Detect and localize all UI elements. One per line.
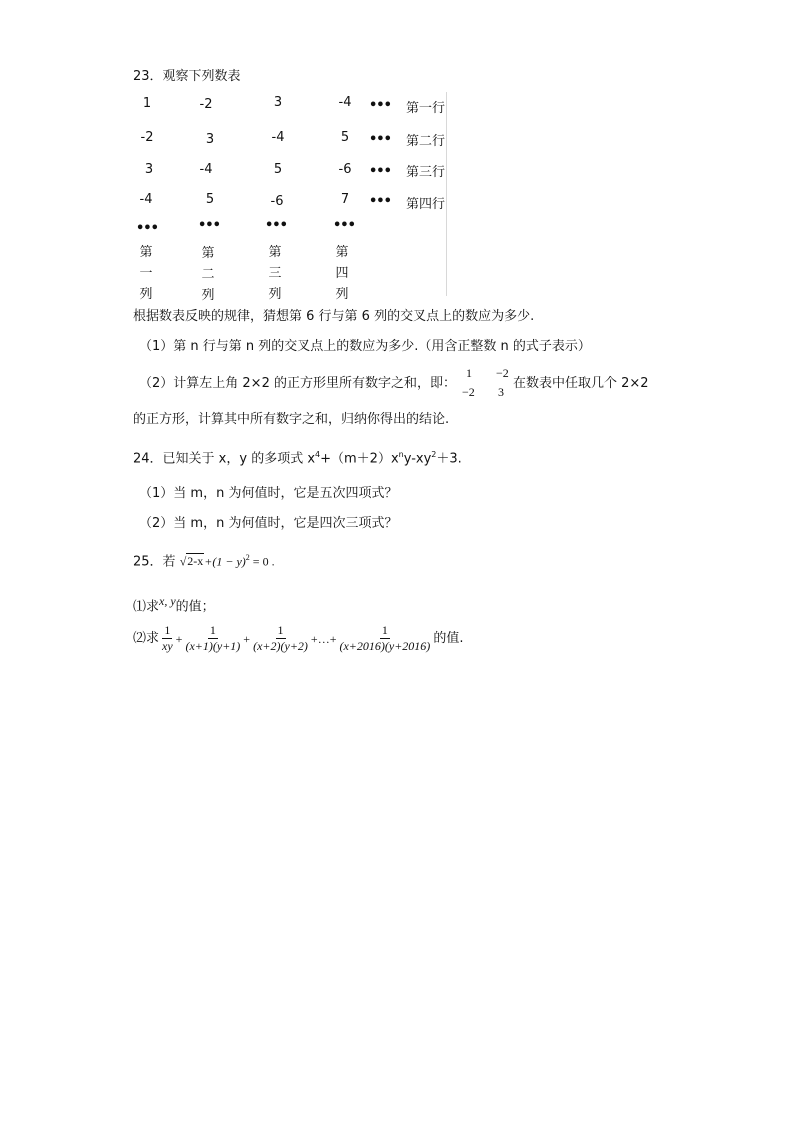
q23-part2-line2: 的正方形，计算其中所有数字之和，归纳你得出的结论.: [133, 412, 450, 427]
ellipsis-dots: •••: [136, 221, 158, 236]
row-label: 第一行: [406, 101, 446, 116]
column-label: 第 二 列: [201, 246, 215, 303]
table-cell: -6: [270, 194, 284, 209]
q23-part2: （2）计算左上角 2×2 的正方形里所有数字之和，即：: [139, 376, 456, 391]
ellipsis-dots: •••: [265, 218, 287, 233]
ellipsis-dots: •••: [198, 218, 220, 233]
column-label: 第 四 列: [335, 245, 349, 302]
column-label: 第 三 列: [268, 245, 282, 302]
table-cell: -4: [338, 95, 352, 110]
q23-part1: （1）第 n 行与第 n 列的交叉点上的数应为多少.（用含正整数 n 的式子表示）: [139, 339, 591, 354]
q23-part2-continued: 在数表中任取几个 2×2: [513, 376, 649, 391]
q23-title: 23．观察下列数表: [133, 69, 241, 84]
fraction: $\frac{1}{(x+2016)(y+2016)}$: [339, 623, 431, 653]
q24-title: 24．已知关于 x，y 的多项式 $x^4+(m+2)x^ny-xy^2+3$.: [133, 450, 462, 467]
table-cell: 5: [340, 130, 350, 145]
q25-title: 25．若 $√2-x+(1 - y)^2 = 0$ .: [133, 553, 275, 570]
table-cell: -4: [139, 192, 153, 207]
table-cell: 5: [205, 192, 215, 207]
ellipsis-dots: •••: [369, 164, 391, 179]
column-label: 第 一 列: [139, 245, 153, 302]
fraction: $\frac{1}{(x+2)(y+2)}$: [253, 623, 308, 653]
table-cell: 7: [340, 192, 350, 207]
table-cell: -6: [338, 162, 352, 177]
sqrt-expression: √2-x: [179, 554, 204, 569]
ellipsis-dots: •••: [369, 194, 391, 209]
table-cell: 5: [273, 162, 283, 177]
row-label: 第四行: [406, 197, 446, 212]
fraction: $\frac{1}{xy}$: [162, 623, 173, 653]
q24-part1: （1）当 m，n 为何值时，它是五次四项式？: [139, 486, 398, 501]
row-label: 第二行: [406, 134, 446, 149]
q25-part1: ⑴求x, y的值；: [133, 594, 215, 615]
table-cell: 1: [142, 96, 152, 111]
fraction: $\frac{1}{(x+1)(y+1)}$: [185, 623, 241, 653]
table-cell: 3: [205, 132, 215, 147]
ellipsis-dots: •••: [333, 218, 355, 233]
ellipsis-dots: •••: [369, 98, 391, 113]
table-cell: 3: [144, 162, 154, 177]
table-cell: -2: [140, 130, 154, 145]
table-border-line: [446, 92, 447, 296]
table-cell: -4: [199, 162, 213, 177]
q23-question-text: 根据数表反映的规律，猜想第 6 行与第 6 列的交叉点上的数应为多少.: [133, 309, 535, 324]
table-cell: -2: [199, 97, 213, 112]
table-cell: -4: [271, 130, 285, 145]
q25-part2: ⑵求 $\frac{1}{xy}$ + $\frac{1}{(x+1)(y+1)}$ + $\frac{1}{(x+2)(y+2)}$ +…+ $\frac{1}{(x+2016)(y+2016)}$ 的值.: [133, 623, 464, 653]
row-label: 第三行: [406, 165, 446, 180]
q24-part2: （2）当 m，n 为何值时，它是四次三项式？: [139, 516, 398, 531]
ellipsis-dots: •••: [369, 132, 391, 147]
table-cell: 3: [273, 95, 283, 110]
